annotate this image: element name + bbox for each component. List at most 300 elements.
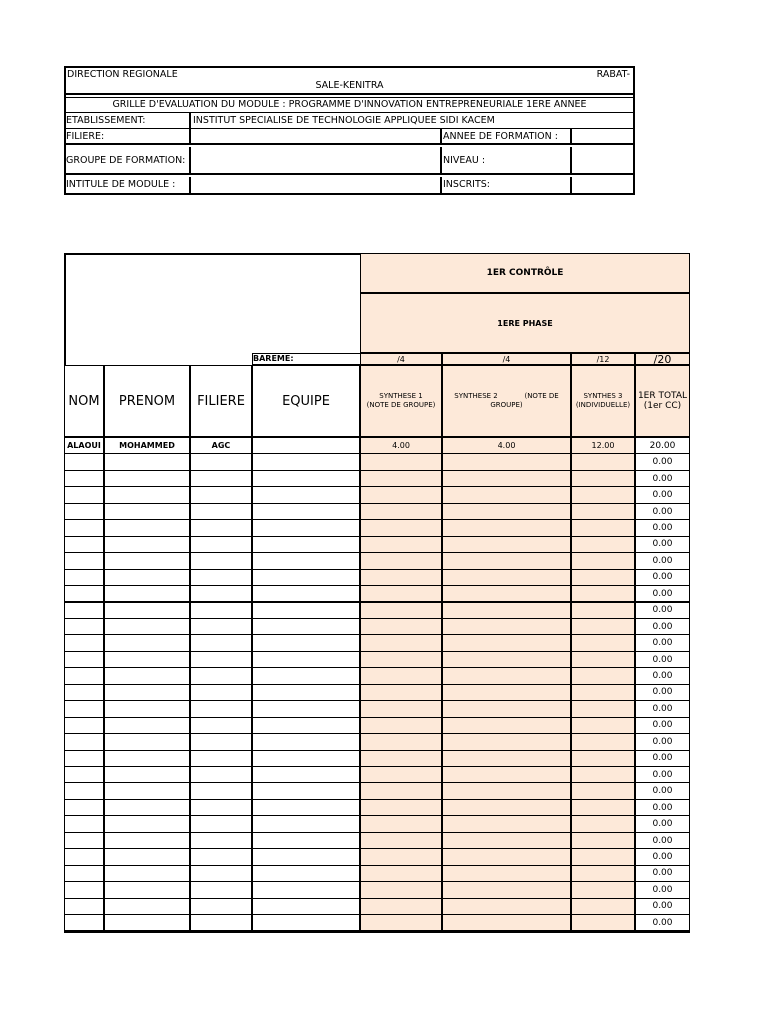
groupe-label: GROUPE DE FORMATION: [66, 155, 186, 166]
cell-s3[interactable] [571, 832, 635, 849]
cell-equipe[interactable] [252, 914, 360, 931]
cell-s2[interactable] [442, 717, 571, 734]
vline-intitule-2 [440, 177, 442, 193]
cell-total-value: 0.00 [652, 539, 673, 550]
cell-filiere[interactable] [190, 602, 252, 619]
col-header-synthese2 [442, 365, 571, 437]
col-s3-line1: SYNTHES 3 [583, 392, 623, 400]
cell-s1[interactable] [360, 519, 442, 536]
cell-nom[interactable] [64, 536, 104, 553]
cell-total-value: 0.00 [652, 490, 673, 501]
col-s1-line1: SYNTHESE 1 [379, 392, 423, 400]
cell-s2[interactable] [442, 536, 571, 553]
cell-equipe[interactable] [252, 602, 360, 619]
cell-equipe[interactable] [252, 437, 360, 454]
cell-total[interactable] [635, 898, 690, 915]
cell-s1[interactable] [360, 569, 442, 586]
bareme-s3-value: /12 [596, 354, 610, 364]
cell-equipe[interactable] [252, 766, 360, 783]
col-header-prenom [104, 365, 190, 437]
cell-s1[interactable] [360, 651, 442, 668]
cell-s2[interactable] [442, 815, 571, 832]
cell-equipe[interactable] [252, 667, 360, 684]
cell-s2[interactable] [442, 602, 571, 619]
cell-total[interactable] [635, 832, 690, 849]
cell-total-value: 0.00 [652, 753, 673, 764]
inscrits-label: INSCRITS: [443, 179, 491, 190]
vline-filiere-1 [189, 129, 191, 145]
cell-nom[interactable] [64, 782, 104, 799]
cell-total[interactable] [635, 782, 690, 799]
cell-total-value: 0.00 [652, 522, 673, 533]
vline-filiere-3 [570, 129, 572, 145]
cell-filiere[interactable] [190, 569, 252, 586]
cell-s1[interactable] [360, 799, 442, 816]
cell-s3[interactable] [571, 898, 635, 915]
cell-s2[interactable] [442, 865, 571, 882]
cell-equipe[interactable] [252, 552, 360, 569]
cell-nom[interactable] [64, 700, 104, 717]
cell-filiere[interactable] [190, 914, 252, 931]
cell-total[interactable] [635, 486, 690, 503]
cell-s1[interactable] [360, 717, 442, 734]
cell-total-value: 0.00 [652, 884, 673, 895]
cell-s2[interactable] [442, 470, 571, 487]
cell-filiere[interactable] [190, 881, 252, 898]
cell-s2[interactable] [442, 569, 571, 586]
cell-s3[interactable] [571, 585, 635, 602]
cell-nom[interactable] [64, 519, 104, 536]
cell-s3[interactable] [571, 486, 635, 503]
cell-s3[interactable] [571, 782, 635, 799]
cell-filiere[interactable] [190, 717, 252, 734]
cell-filiere[interactable] [190, 799, 252, 816]
cell-total[interactable] [635, 437, 690, 454]
cell-s1[interactable] [360, 832, 442, 849]
cell-total[interactable] [635, 865, 690, 882]
module-title: GRILLE D'EVALUATION DU MODULE : PROGRAMME D'INNOVATION ENTREPRENEURIALE 1ERE ANNEE [112, 99, 587, 110]
cell-nom[interactable] [64, 552, 104, 569]
cell-s2[interactable] [442, 519, 571, 536]
cell-s1[interactable] [360, 453, 442, 470]
cell-filiere[interactable] [190, 684, 252, 701]
cell-s3-value: 12.00 [591, 441, 615, 451]
cell-s2[interactable] [442, 733, 571, 750]
cell-s1[interactable] [360, 552, 442, 569]
cell-prenom[interactable] [104, 898, 190, 915]
cell-s3[interactable] [571, 470, 635, 487]
cell-nom[interactable] [64, 503, 104, 520]
phase-header [360, 293, 690, 353]
cell-prenom[interactable] [104, 684, 190, 701]
region-center: SALE-KENITRA [315, 80, 384, 91]
cell-s3[interactable] [571, 848, 635, 865]
cell-s3[interactable] [571, 437, 635, 454]
cell-prenom[interactable] [104, 453, 190, 470]
cell-total-value: 0.00 [652, 703, 673, 714]
cell-equipe[interactable] [252, 453, 360, 470]
cell-s2[interactable] [442, 881, 571, 898]
cell-s3[interactable] [571, 684, 635, 701]
cell-s3[interactable] [571, 799, 635, 816]
cell-filiere[interactable] [190, 503, 252, 520]
cell-s2[interactable] [442, 799, 571, 816]
cell-total[interactable] [635, 470, 690, 487]
cell-s3[interactable] [571, 453, 635, 470]
cell-prenom[interactable] [104, 815, 190, 832]
col-filiere-label: FILIERE [197, 393, 245, 409]
cell-nom[interactable] [64, 733, 104, 750]
cell-s2[interactable] [442, 898, 571, 915]
cell-filiere[interactable] [190, 766, 252, 783]
cell-s1[interactable] [360, 503, 442, 520]
cell-prenom[interactable] [104, 651, 190, 668]
cell-s1[interactable] [360, 470, 442, 487]
cell-nom[interactable] [64, 453, 104, 470]
cell-s3[interactable] [571, 815, 635, 832]
cell-s1[interactable] [360, 848, 442, 865]
cell-prenom[interactable] [104, 519, 190, 536]
cell-s3[interactable] [571, 536, 635, 553]
cell-total[interactable] [635, 766, 690, 783]
cell-total-value: 0.00 [652, 457, 673, 468]
cell-prenom[interactable] [104, 618, 190, 635]
cell-equipe[interactable] [252, 750, 360, 767]
cell-total[interactable] [635, 634, 690, 651]
cell-total-value: 0.00 [652, 671, 673, 682]
cell-total-value: 0.00 [652, 917, 673, 928]
cell-equipe[interactable] [252, 717, 360, 734]
vline-etab [189, 113, 191, 129]
cell-prenom[interactable] [104, 602, 190, 619]
cell-filiere[interactable] [190, 667, 252, 684]
cell-nom[interactable] [64, 865, 104, 882]
cell-equipe[interactable] [252, 881, 360, 898]
cell-s2[interactable] [442, 552, 571, 569]
cell-total-value: 0.00 [652, 736, 673, 747]
col-s2-line1: SYNTHESE 2 (NOTE DE [454, 392, 559, 400]
cell-nom[interactable] [64, 602, 104, 619]
cell-total[interactable] [635, 750, 690, 767]
cell-s2[interactable] [442, 766, 571, 783]
cell-equipe[interactable] [252, 634, 360, 651]
cell-total-value: 0.00 [652, 769, 673, 780]
cell-s3[interactable] [571, 634, 635, 651]
etablissement-value: INSTITUT SPECIALISE DE TECHNOLOGIE APPLIQUEE SIDI KACEM [193, 115, 495, 126]
cell-filiere[interactable] [190, 832, 252, 849]
cell-s3[interactable] [571, 503, 635, 520]
cell-s1[interactable] [360, 782, 442, 799]
cell-s2[interactable] [442, 782, 571, 799]
cell-s2[interactable] [442, 634, 571, 651]
cell-total-value: 0.00 [652, 621, 673, 632]
cell-nom[interactable] [64, 832, 104, 849]
cell-total[interactable] [635, 651, 690, 668]
cell-filiere[interactable] [190, 470, 252, 487]
cell-nom[interactable] [64, 470, 104, 487]
cell-s3[interactable] [571, 602, 635, 619]
cell-prenom[interactable] [104, 733, 190, 750]
cell-total[interactable] [635, 503, 690, 520]
cell-nom[interactable] [64, 881, 104, 898]
cell-prenom[interactable] [104, 552, 190, 569]
cell-nom[interactable] [64, 634, 104, 651]
cell-filiere[interactable] [190, 750, 252, 767]
cell-s1[interactable] [360, 536, 442, 553]
cell-total[interactable] [635, 569, 690, 586]
cell-equipe[interactable] [252, 848, 360, 865]
cell-s2[interactable] [442, 618, 571, 635]
cell-filiere[interactable] [190, 733, 252, 750]
cell-nom[interactable] [64, 437, 104, 454]
cell-filiere[interactable] [190, 865, 252, 882]
cell-s1[interactable] [360, 700, 442, 717]
cell-total[interactable] [635, 519, 690, 536]
cell-s2[interactable] [442, 503, 571, 520]
cell-nom[interactable] [64, 569, 104, 586]
cell-prenom[interactable] [104, 536, 190, 553]
cell-s2[interactable] [442, 437, 571, 454]
cell-s3[interactable] [571, 766, 635, 783]
cell-equipe[interactable] [252, 865, 360, 882]
cell-total[interactable] [635, 815, 690, 832]
cell-filiere[interactable] [190, 700, 252, 717]
cell-s1[interactable] [360, 634, 442, 651]
cell-s1[interactable] [360, 585, 442, 602]
cell-equipe[interactable] [252, 684, 360, 701]
cell-prenom[interactable] [104, 799, 190, 816]
cell-nom[interactable] [64, 914, 104, 931]
cell-total[interactable] [635, 453, 690, 470]
cell-total[interactable] [635, 618, 690, 635]
cell-s1[interactable] [360, 684, 442, 701]
cell-total[interactable] [635, 717, 690, 734]
cell-s3[interactable] [571, 519, 635, 536]
cell-total-value: 0.00 [652, 555, 673, 566]
cell-s3[interactable] [571, 651, 635, 668]
cell-equipe[interactable] [252, 815, 360, 832]
cell-equipe[interactable] [252, 470, 360, 487]
cell-filiere[interactable] [190, 453, 252, 470]
cell-s1[interactable] [360, 486, 442, 503]
cell-nom[interactable] [64, 766, 104, 783]
cell-prenom[interactable] [104, 470, 190, 487]
cell-filiere[interactable] [190, 618, 252, 635]
cell-filiere[interactable] [190, 651, 252, 668]
cell-prenom[interactable] [104, 832, 190, 849]
cell-equipe[interactable] [252, 799, 360, 816]
cell-nom[interactable] [64, 717, 104, 734]
cell-s2[interactable] [442, 848, 571, 865]
cell-nom[interactable] [64, 684, 104, 701]
cell-s1[interactable] [360, 733, 442, 750]
cell-filiere[interactable] [190, 437, 252, 454]
bareme-s1-value: /4 [397, 354, 405, 364]
region-right: RABAT- [596, 69, 630, 80]
cell-prenom[interactable] [104, 700, 190, 717]
cell-prenom[interactable] [104, 766, 190, 783]
col-header-filiere [190, 365, 252, 437]
cell-nom[interactable] [64, 750, 104, 767]
cell-prenom[interactable] [104, 667, 190, 684]
cell-prenom[interactable] [104, 569, 190, 586]
vline-intitule-1 [189, 177, 191, 193]
cell-s2[interactable] [442, 486, 571, 503]
col-total-line1: 1ER TOTAL [637, 391, 688, 401]
cell-prenom-value: MOHAMMED [119, 441, 175, 451]
cell-prenom[interactable] [104, 865, 190, 882]
cell-total[interactable] [635, 799, 690, 816]
cell-total[interactable] [635, 552, 690, 569]
cell-s1[interactable] [360, 618, 442, 635]
cell-total[interactable] [635, 848, 690, 865]
cell-nom[interactable] [64, 799, 104, 816]
cell-s1[interactable] [360, 881, 442, 898]
cell-equipe[interactable] [252, 733, 360, 750]
cell-prenom[interactable] [104, 782, 190, 799]
cell-s2[interactable] [442, 651, 571, 668]
cell-total[interactable] [635, 733, 690, 750]
cell-nom[interactable] [64, 618, 104, 635]
cell-total-value: 0.00 [652, 720, 673, 731]
cell-equipe[interactable] [252, 782, 360, 799]
cell-nom[interactable] [64, 898, 104, 915]
cell-s1-value: 4.00 [392, 441, 410, 451]
cell-s1[interactable] [360, 667, 442, 684]
cell-s2[interactable] [442, 750, 571, 767]
cell-equipe[interactable] [252, 898, 360, 915]
cell-total[interactable] [635, 914, 690, 931]
cell-prenom[interactable] [104, 914, 190, 931]
cell-total[interactable] [635, 585, 690, 602]
cell-equipe[interactable] [252, 585, 360, 602]
cell-prenom[interactable] [104, 634, 190, 651]
cell-prenom[interactable] [104, 881, 190, 898]
col-total-line2: (1er CC) [643, 401, 682, 411]
cell-s3[interactable] [571, 733, 635, 750]
col-header-total [635, 365, 690, 437]
cell-s3[interactable] [571, 717, 635, 734]
cell-nom[interactable] [64, 486, 104, 503]
vline-groupe-1 [189, 147, 191, 175]
cell-s3[interactable] [571, 914, 635, 931]
cell-equipe[interactable] [252, 651, 360, 668]
cell-equipe[interactable] [252, 700, 360, 717]
cell-filiere[interactable] [190, 519, 252, 536]
cell-total[interactable] [635, 881, 690, 898]
cell-equipe[interactable] [252, 519, 360, 536]
cell-total[interactable] [635, 700, 690, 717]
cell-prenom[interactable] [104, 503, 190, 520]
cell-s3[interactable] [571, 881, 635, 898]
col-nom-label: NOM [68, 393, 100, 409]
cell-s3[interactable] [571, 618, 635, 635]
cell-s1[interactable] [360, 914, 442, 931]
cell-filiere[interactable] [190, 585, 252, 602]
cell-filiere[interactable] [190, 536, 252, 553]
col-equipe-label: EQUIPE [282, 393, 330, 409]
bareme-s2 [442, 353, 571, 365]
cell-s3[interactable] [571, 750, 635, 767]
cell-equipe[interactable] [252, 832, 360, 849]
cell-filiere[interactable] [190, 552, 252, 569]
cell-filiere-value: AGC [211, 441, 231, 451]
cell-equipe[interactable] [252, 618, 360, 635]
cell-filiere[interactable] [190, 898, 252, 915]
col-s1-line2: (NOTE DE GROUPE) [366, 401, 436, 409]
cell-prenom[interactable] [104, 437, 190, 454]
cell-nom[interactable] [64, 815, 104, 832]
cell-s1[interactable] [360, 750, 442, 767]
cell-total-value: 20.00 [649, 440, 676, 451]
cell-s1[interactable] [360, 898, 442, 915]
cell-total[interactable] [635, 602, 690, 619]
cell-s1[interactable] [360, 602, 442, 619]
bareme-total [635, 353, 690, 365]
cell-s3[interactable] [571, 552, 635, 569]
cell-prenom[interactable] [104, 750, 190, 767]
cell-total-value: 0.00 [652, 605, 673, 616]
cell-s2[interactable] [442, 585, 571, 602]
cell-equipe[interactable] [252, 536, 360, 553]
bareme-s3 [571, 353, 635, 365]
cell-s1[interactable] [360, 815, 442, 832]
cell-s2[interactable] [442, 667, 571, 684]
cell-s1[interactable] [360, 766, 442, 783]
cell-s2[interactable] [442, 832, 571, 849]
cell-s2-value: 4.00 [497, 441, 516, 451]
cell-prenom[interactable] [104, 717, 190, 734]
cell-filiere[interactable] [190, 782, 252, 799]
col-header-nom [64, 365, 104, 437]
cell-s1[interactable] [360, 437, 442, 454]
cell-filiere[interactable] [190, 486, 252, 503]
cell-total[interactable] [635, 667, 690, 684]
cell-s3[interactable] [571, 700, 635, 717]
cell-total[interactable] [635, 684, 690, 701]
cell-total-value: 0.00 [652, 473, 673, 484]
cell-nom[interactable] [64, 848, 104, 865]
cell-total-value: 0.00 [652, 819, 673, 830]
cell-filiere[interactable] [190, 848, 252, 865]
cell-s1[interactable] [360, 865, 442, 882]
cell-prenom[interactable] [104, 585, 190, 602]
bareme-label: BAREME: [253, 354, 294, 363]
cell-filiere[interactable] [190, 634, 252, 651]
cell-total-value: 0.00 [652, 654, 673, 665]
cell-prenom[interactable] [104, 848, 190, 865]
cell-nom[interactable] [64, 585, 104, 602]
cell-s2[interactable] [442, 914, 571, 931]
controle-header [360, 253, 690, 293]
cell-s2[interactable] [442, 453, 571, 470]
cell-equipe[interactable] [252, 569, 360, 586]
cell-total-value: 0.00 [652, 851, 673, 862]
cell-prenom[interactable] [104, 486, 190, 503]
cell-s3[interactable] [571, 667, 635, 684]
cell-equipe[interactable] [252, 503, 360, 520]
col-header-synthese3 [571, 365, 635, 437]
cell-filiere[interactable] [190, 815, 252, 832]
cell-nom[interactable] [64, 667, 104, 684]
cell-nom[interactable] [64, 651, 104, 668]
cell-s3[interactable] [571, 569, 635, 586]
cell-s2[interactable] [442, 684, 571, 701]
cell-s3[interactable] [571, 865, 635, 882]
cell-s2[interactable] [442, 700, 571, 717]
cell-equipe[interactable] [252, 486, 360, 503]
cell-total[interactable] [635, 536, 690, 553]
